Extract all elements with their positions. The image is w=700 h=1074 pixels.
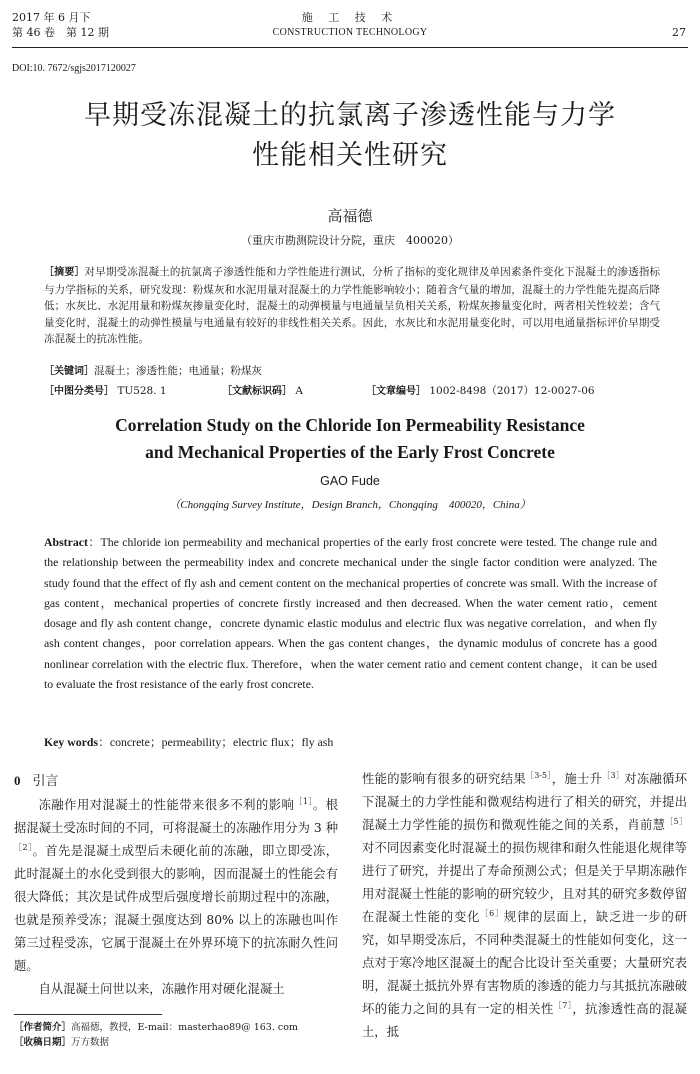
- body-column-left: [14, 794, 338, 1001]
- author-cn: 高福德: [327, 207, 373, 225]
- abstract-cn-label: ［摘要］: [44, 267, 85, 278]
- author-bio-footnote: ［作者简介］高福德，教授，E-mail：masterhao89@ 163. com: [14, 1022, 298, 1033]
- volume-issue: 第 46 卷 第 12 期: [12, 26, 109, 39]
- paper-title-cn: [0, 96, 700, 176]
- abstract-cn-text: 对早期受冻混凝土的抗氯离子渗透性能和力学性能进行测试，分析了指标的变化规律及单因素条件变化下混凝土的渗透指标与力学指标的关系，研究发现：粉煤灰和水泥用量对混凝土的力学性能影响较小；随着含气量的增加，混凝土的力学性能先提高后降低；水灰比、水泥用量和粉煤灰掺量变化时，混凝土的动弹模量与电通量呈负相关关系，粉煤灰掺量变化时，两者相关性较差；含气量变化时，混凝土的动弹性模量与电通量有较好的非线性相关关系。因此，水灰比和水泥用量变化时，可以用电通量指标评价早期受冻混凝土的抗冻性能。: [44, 266, 661, 346]
- paragraph: 冻融作用对混凝土的性能带来很多不利的影响$^{[1]}$。根据混凝土受冻时间的不同，可将混凝土的冻融作用分为 3 种$^{[2]}$。首先是混凝土成型后未硬化前的冻融，即立即受冻，此时混凝土的水化受到很大的影响，因而混凝土的性能会有很大降低；其次是试件成型后强度增长前期过程中的冻融，也就是预养受冻；混凝土强度达到 80% 以上的冻融也叫作第三过程受冻，它属于混凝土在外界环境下的抗冻耐久性问题。: [14, 796, 338, 973]
- keywords-en-label: Key words: [44, 735, 99, 749]
- paper-title-cn-line2: 性能相关性研究: [252, 140, 448, 171]
- citation: ［5］: [665, 816, 687, 826]
- paper-title-cn-line1: 早期受冻混凝土的抗氯离子渗透性能与力学: [84, 100, 616, 131]
- citation: ［3］: [602, 770, 625, 780]
- keywords-cn: [44, 362, 262, 378]
- section-title: 引言: [32, 774, 59, 789]
- body-column-right: [362, 768, 687, 1044]
- keywords-en-text: ：concrete；permeability；electric flux；fly ash: [98, 735, 334, 749]
- article-number: ［文章编号］ 1002-8498（2017）12-0027-06: [366, 385, 595, 397]
- keywords-cn-text: 混凝土；渗透性能；电通量；粉煤灰: [94, 365, 262, 377]
- citation: ［2］: [14, 842, 33, 852]
- section-heading: [14, 770, 59, 789]
- issue-date: 2017 年 6 月下: [12, 11, 91, 24]
- journal-name-cn: 施 工 技 术: [301, 11, 399, 24]
- citation: ［3-5］: [525, 770, 552, 780]
- paper-title-en-line2: and Mechanical Properties of the Early Frost Concrete: [145, 442, 555, 462]
- document-code: ［文献标识码］ A: [222, 385, 303, 397]
- citation: ［7］: [553, 1000, 573, 1010]
- header-rule: [12, 47, 688, 48]
- paper-title-en: [0, 412, 700, 466]
- citation: ［6］: [480, 908, 504, 918]
- affiliation-cn: （重庆市勘测院设计分院，重庆 400020）: [241, 234, 459, 247]
- received-date-footnote: ［收稿日期］万方数据: [14, 1037, 110, 1048]
- clc-number: ［中图分类号］ TU528. 1: [44, 385, 167, 397]
- paragraph: 性能的影响有很多的研究结果$^{[3-5]}$，施士升$^{[3]}$对冻融循环下混凝土的力学性能和微观结构进行了相关的研究，并提出混凝土力学性能的损伤和微观性能之间的关系，肖前慧$^{[5]}$对不同因素变化时混凝土的损伤规律和耐久性能退化规律等进行了研究，并提出了寿命预测公式；但是关于早期冻融作用对混凝土性能的影响的研究较少，且对其的研究多数停留在混凝土性能的变化$^{[6]}$规律的层面上，缺乏进一步的研究，如早期受冻后，不同种类混凝土的性能如何变化，这一点对于寒冷地区混凝土的配合比设计至关重要；大量研究表明，混凝土抵抗外界有害物质的渗透的能力与其抵抗冻融破坏的能力之间的具有一定的相关性$^{[7]}$，抗渗透性高的混凝土，抵: [362, 770, 687, 1039]
- keywords-en: [44, 733, 333, 750]
- abstract-cn: [44, 264, 660, 348]
- section-number: 0: [14, 773, 21, 788]
- citation: ［1］: [294, 796, 313, 806]
- author-en: GAO Fude: [320, 474, 380, 488]
- page-number: 27: [672, 26, 686, 39]
- footnote-rule: [14, 1014, 162, 1015]
- journal-name-en: CONSTRUCTION TECHNOLOGY: [272, 27, 428, 38]
- paper-title-en-line1: Correlation Study on the Chloride Ion Permeability Resistance: [115, 415, 585, 435]
- abstract-en-label: Abstract: [44, 535, 88, 549]
- abstract-en-text: ：The chloride ion permeability and mechanical properties of the early frost concrete were tested. The change rule and the relationship between the permeability index and concrete mechanical under the single factor condition were analyzed. The study found that the effect of fly ash and cement content on the mechanical properties of concrete was small. With the increase of gas content，mechanical properties of concrete firstly increased and then decreased. When the water cement ratio，cement dosage and fly ash content change，concrete dynamic elastic modulus and electric flux was negative correlation，and when fly ash content changes，poor correlation appears. When the gas content changes，the dynamic modulus of concrete has a good nonlinear correlation with the electric flux. Therefore，when the water cement ratio and cement content change，it can be used to evaluate the frost resistance of the early frost concrete.: [44, 535, 657, 692]
- paragraph: 自从混凝土问世以来，冻融作用对硬化混凝土: [38, 982, 285, 996]
- affiliation-en: （Chongqing Survey Institute，Design Branch，Chongqing 400020，China）: [169, 499, 531, 511]
- running-header-center: [0, 10, 700, 40]
- abstract-en: [44, 532, 657, 694]
- doi: DOI:10. 7672/sgjs2017120027: [12, 63, 136, 74]
- keywords-cn-label: ［关键词］: [44, 366, 94, 377]
